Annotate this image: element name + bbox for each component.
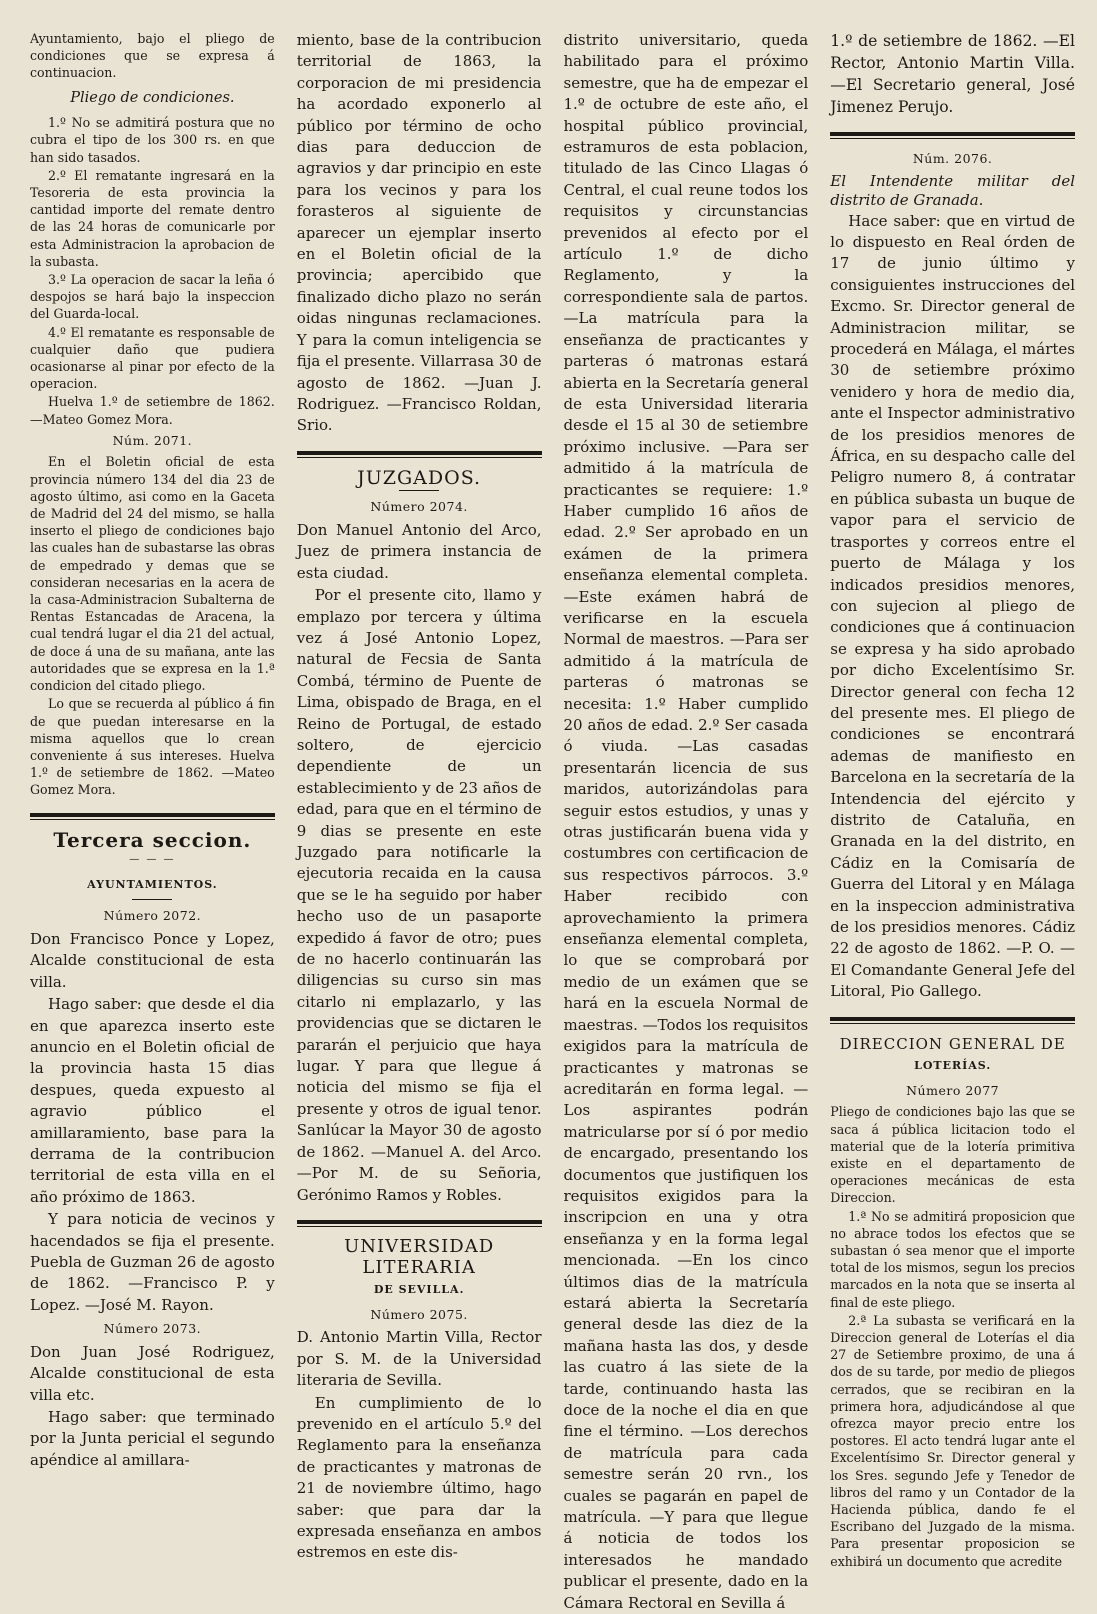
- universidad-divider: [297, 1220, 542, 1227]
- notice-number-2076: Núm. 2076.: [912, 151, 993, 166]
- intendente-heading: El Intendente militar del distrito de Granada.: [830, 171, 1075, 209]
- notice-2075-continuation: distrito universitario, queda habilitado para el próximo semestre, que ha de empezar el 1.º de octubre de este año, el hospital público provincial, estramuros de esta poblacion, titulado de las Cinco Llagas ó Central, el cual reune todos los requisitos y circunstancias prevenidos al efecto por el artículo 1.º de dicho Reglamento, y la correspondiente sala de partos. —La matrícula para la enseñanza de practicantes y parteras ó matronas estará abierta en la Secretaría general de esta Universidad literaria desde el 15 al 30 de setiembre próximo inclusive. —Para ser admitido á la matrícula de practicantes se requiere: 1.º Haber cumplido 16 años de edad. 2.º Ser aprobado en un exámen de la primera enseñanza elemental completa. —Este exámen habrá de verificarse en la escuela Normal de maestros. —Para ser admitido á la matrícula de parteras ó matronas se necesita: 1.º Haber cumplido 20 años de edad. 2.º Ser casada ó viuda. —Las casadas presentarán licencia de sus maridos, autorizándolas para seguir estos estudios, y unas y otras justificarán buena vida y costumbres con certificacion de sus respectivos párrocos. 3.º Haber recibido con aprovechamiento la primera enseñanza elemental completa, lo que se comprobará por medio de un exámen que se hará en la escuela Normal de maestras. —Todos los requisitos exigidos para la matrícula de practicantes y matronas se acreditarán en forma legal. —Los aspirantes podrán matricularse por sí ó por medio de encargado, presentando los documentos que justifiquen los requisitos exigidos para la inscripcion en una y otra enseñanza y en la forma legal mencionada. —En los cinco últimos dias de la matrícula estará abierta la Secretaría general desde las diez de la mañana hasta las dos, y desde las cuatro á las siete de la tarde, continuando hasta las doce de la noche el dia en que fine el término. —Los derechos de matrícula para cada semestre serán 20 rvn., los cuales se pagarán en papel de matrícula. —Y para que llegue á noticia de todos los interesados he mandado publicar el presente, dado en la Cámara Rectoral en Sevilla á: [563, 31, 809, 1612]
- sevilla-subheading: DE SEVILLA.: [373, 1283, 465, 1297]
- column-1: [30, 30, 275, 1600]
- notice-2073-authority: Don Juan José Rodriguez, Alcalde constitucional de esta villa etc.: [30, 1342, 275, 1404]
- ayuntamientos-heading: AYUNTAMIENTOS.: [87, 877, 218, 891]
- condition-3: 3.º La operacion de sacar la leña ó despojos se hará bajo la inspeccion del Guarda-local.: [30, 272, 275, 322]
- notice-number-2071: Núm. 2071.: [112, 432, 193, 448]
- notice-2074-body: Por el presente cito, llamo y emplazo por tercera y última vez á José Antonio Lopez, natural de Fecsia de Santa Combá, término de Puente de Lima, obispado de Braga, en el Reino de Portugal, de estado soltero, de ejercicio dependiente de un establecimiento y de 23 años de edad, para que en el término de 9 dias se presente en este Juzgado para notificarle la ejecutoria recaida en la causa que se le ha seguido por haber hecho uso de un pasaporte expedido á favor de otro; pues de no hacerlo continuarán las diligencias su curso sin mas citarlo ni emplazarlo, y las providencias que se dictaren le pararán el perjuicio que haya lugar. Y para que llegue á noticia del mismo se fija el presente y otros de igual tenor. Sanlúcar la Mayor 30 de agosto de 1862. —Manuel A. del Arco. —Por M. de su Señoria, Gerónimo Ramos y Robles.: [296, 586, 542, 1204]
- notice-2076-body: Hace saber: que en virtud de lo dispuesto en Real órden de 17 de junio último y consiguientes instrucciones del Excmo. Sr. Director general de Administracion militar, se procederá en Málaga, el mártes 30 de setiembre próximo venidero y hora de medio dia, ante el Inspector administrativo de los presidios menores de África, en su despacho calle del Peligro numero 8, á contratar en pública subasta un buque de vapor para el servicio de trasportes y correos entre el puerto de Málaga y los indicados presidios menores, con sujecion al pliego de condiciones que á continuacion se expresa y ha sido aprobado por dicho Excelentísimo Sr. Director general con fecha 12 del presente mes. El pliego de condiciones se encontrará ademas de manifiesto en Barcelona en la secretaría de la Intendencia del ejército y distrito de Cataluña, en Granada en la del distrito, en Cádiz en la Comisaría de Guerra del Litoral y en Málaga en la inspeccion administrativa de los presidios menores. Cádiz 22 de agosto de 1862. —P. O. —El Comandante General Jefe del Litoral, Pio Gallego.: [830, 211, 1075, 1001]
- condition-2: 2.º El rematante ingresará en la Tesoreria de esta provincia la cantidad importe del remate dentro de las 24 horas de comunicarle por esta Administracion la aprobacion de la subasta.: [30, 167, 275, 269]
- short-rule: [132, 899, 172, 900]
- ornament-dash: — — —: [129, 854, 176, 866]
- notice-2072-authority: Don Francisco Ponce y Lopez, Alcalde constitucional de esta villa.: [30, 929, 275, 991]
- section-title: Tercera seccion.: [53, 827, 252, 852]
- notice-2073-body: Hago saber: que terminado por la Junta pericial el segundo apéndice al amillara-: [30, 1408, 275, 1469]
- signature-1: Huelva 1.º de setiembre de 1862. —Mateo Gomez Mora.: [30, 394, 275, 427]
- intro-text: Ayuntamiento, bajo el pliego de condiciones que se expresa á continuacion.: [30, 31, 275, 81]
- column-4: [830, 30, 1075, 1600]
- juzgados-heading: JUZGADOS.: [357, 466, 482, 489]
- notice-2077-title: Pliego de condiciones bajo las que se saca á pública licitacion todo el material que de la lotería primitiva existe en el departamento de operaciones mecánicas de esta Direccion.: [830, 1104, 1075, 1206]
- column-2: [297, 30, 542, 1600]
- loterias-divider: [830, 1017, 1075, 1024]
- universidad-heading: UNIVERSIDAD LITERARIA: [344, 1235, 495, 1278]
- juzgados-divider: [297, 451, 542, 458]
- loterias-subheading: LOTERÍAS.: [914, 1059, 992, 1073]
- notice-2073-continuation: miento, base de la contribucion territorial de 1863, la corporacion de mi presidencia ha acordado exponerlo al público por término de ocho dias para deduccion de agravios y dar principio en este para los vecinos y para los forasteros al siguiente de aparecer un ejemplar inserto en el Boletin oficial de la provincia; apercibido que finalizado dicho plazo no serán oidas ningunas reclamaciones. Y para la comun inteligencia se fija el presente. Villarrasa 30 de agosto de 1862. —Juan J. Rodriguez. —Francisco Roldan, Srio.: [296, 31, 542, 435]
- notice-2072-closing: Y para noticia de vecinos y hacendados se fija el presente. Puebla de Guzman 26 de agosto de 1862. —Francisco P. y Lopez. —José M. Rayon.: [30, 1210, 275, 1314]
- notice-2071-closing: Lo que se recuerda al público á fin de que puedan interesarse en la misma aquellos que lo crean conveniente á sus intereses. Huelva 1.º de setiembre de 1862. —Mateo Gomez Mora.: [30, 696, 275, 798]
- notice-2075-authority: D. Antonio Martin Villa, Rector por S. M. de la Universidad literaria de Sevilla.: [296, 1328, 542, 1390]
- short-rule: [399, 490, 439, 491]
- notice-2077-condition-1: 1.ª No se admitirá proposicion que no abrace todos los efectos que se subastan ó sea menor que el importe total de los mismos, segun los precios marcados en la nota que se inserta al final de este pliego.: [830, 1208, 1075, 1310]
- intendente-divider: [830, 132, 1075, 139]
- notice-2071-body: En el Boletin oficial de esta provincia número 134 del dia 23 de agosto último, asi como en la Gaceta de Madrid del 24 del mismo, se halla inserto el pliego de condiciones bajo las cuales han de subastarse las obras de empedrado y demas que se consideran necesarias en la acera de la casa-Administracion Subalterna de Rentas Estancadas de Aracena, la cual tendrá lugar el dia 21 del actual, de doce á una de su mañana, ante las autoridades que se expresa en la 1.ª condicion del citado pliego.: [30, 454, 275, 694]
- notice-2077-condition-2: 2.ª La subasta se verificará en la Direccion general de Loterías el dia 27 de Setiembre proximo, de una á dos de su tarde, por medio de pliegos cerrados, que se recibiran en la primera hora, adjudicándose al que ofrezca mayor precio entre los postores. El acto tendrá lugar ante el Excelentísimo Sr. Director general y los Sres. segundo Jefe y Tenedor de libros del ramo y un Contador de la Hacienda pública, dando fe el Escribano del Juzgado de la misma. Para presentar proposicion se exhibirá un documento que acredite: [830, 1312, 1075, 1569]
- column-3: [563, 30, 809, 1612]
- pliego-title: Pliego de condiciones.: [70, 89, 235, 106]
- direccion-heading: DIRECCION GENERAL DE: [839, 1034, 1066, 1053]
- notice-2072-body: Hago saber: que desde el dia en que aparezca inserto este anuncio en el Boletin oficial de la provincia hasta 15 dias despues, queda expuesto al agravio público el amillaramiento, base para la derrama de la contribucion territorial de esta villa en el año próximo de 1863.: [30, 995, 275, 1206]
- notice-2074-authority: Don Manuel Antonio del Arco, Juez de primera instancia de esta ciudad.: [296, 520, 542, 582]
- notice-number-2072: Número 2072.: [103, 908, 202, 924]
- condition-1: 1.º No se admitirá postura que no cubra el tipo de los 300 rs. en que han sido tasados.: [30, 115, 275, 165]
- notice-number-2075: Número 2075.: [370, 1306, 468, 1322]
- section-divider: [30, 813, 275, 820]
- notice-number-2077: Número 2077: [906, 1082, 1000, 1098]
- notice-2075-body: En cumplimiento de lo prevenido en el artículo 5.º del Reglamento para la enseñanza de practicantes y matronas de 21 de noviembre último, hago saber: que para dar la expresada enseñanza en ambos estremos en este dis-: [296, 1393, 542, 1562]
- notice-2075-signature: 1.º de setiembre de 1862. —El Rector, Antonio Martin Villa. —El Secretario general, José Jimenez Perujo.: [830, 32, 1075, 116]
- notice-number-2073: Número 2073.: [103, 1321, 202, 1337]
- condition-4: 4.º El rematante es responsable de cualquier daño que pudiera ocasionarse al pinar por efecto de la operacion.: [30, 324, 275, 392]
- notice-number-2074: Número 2074.: [370, 499, 468, 515]
